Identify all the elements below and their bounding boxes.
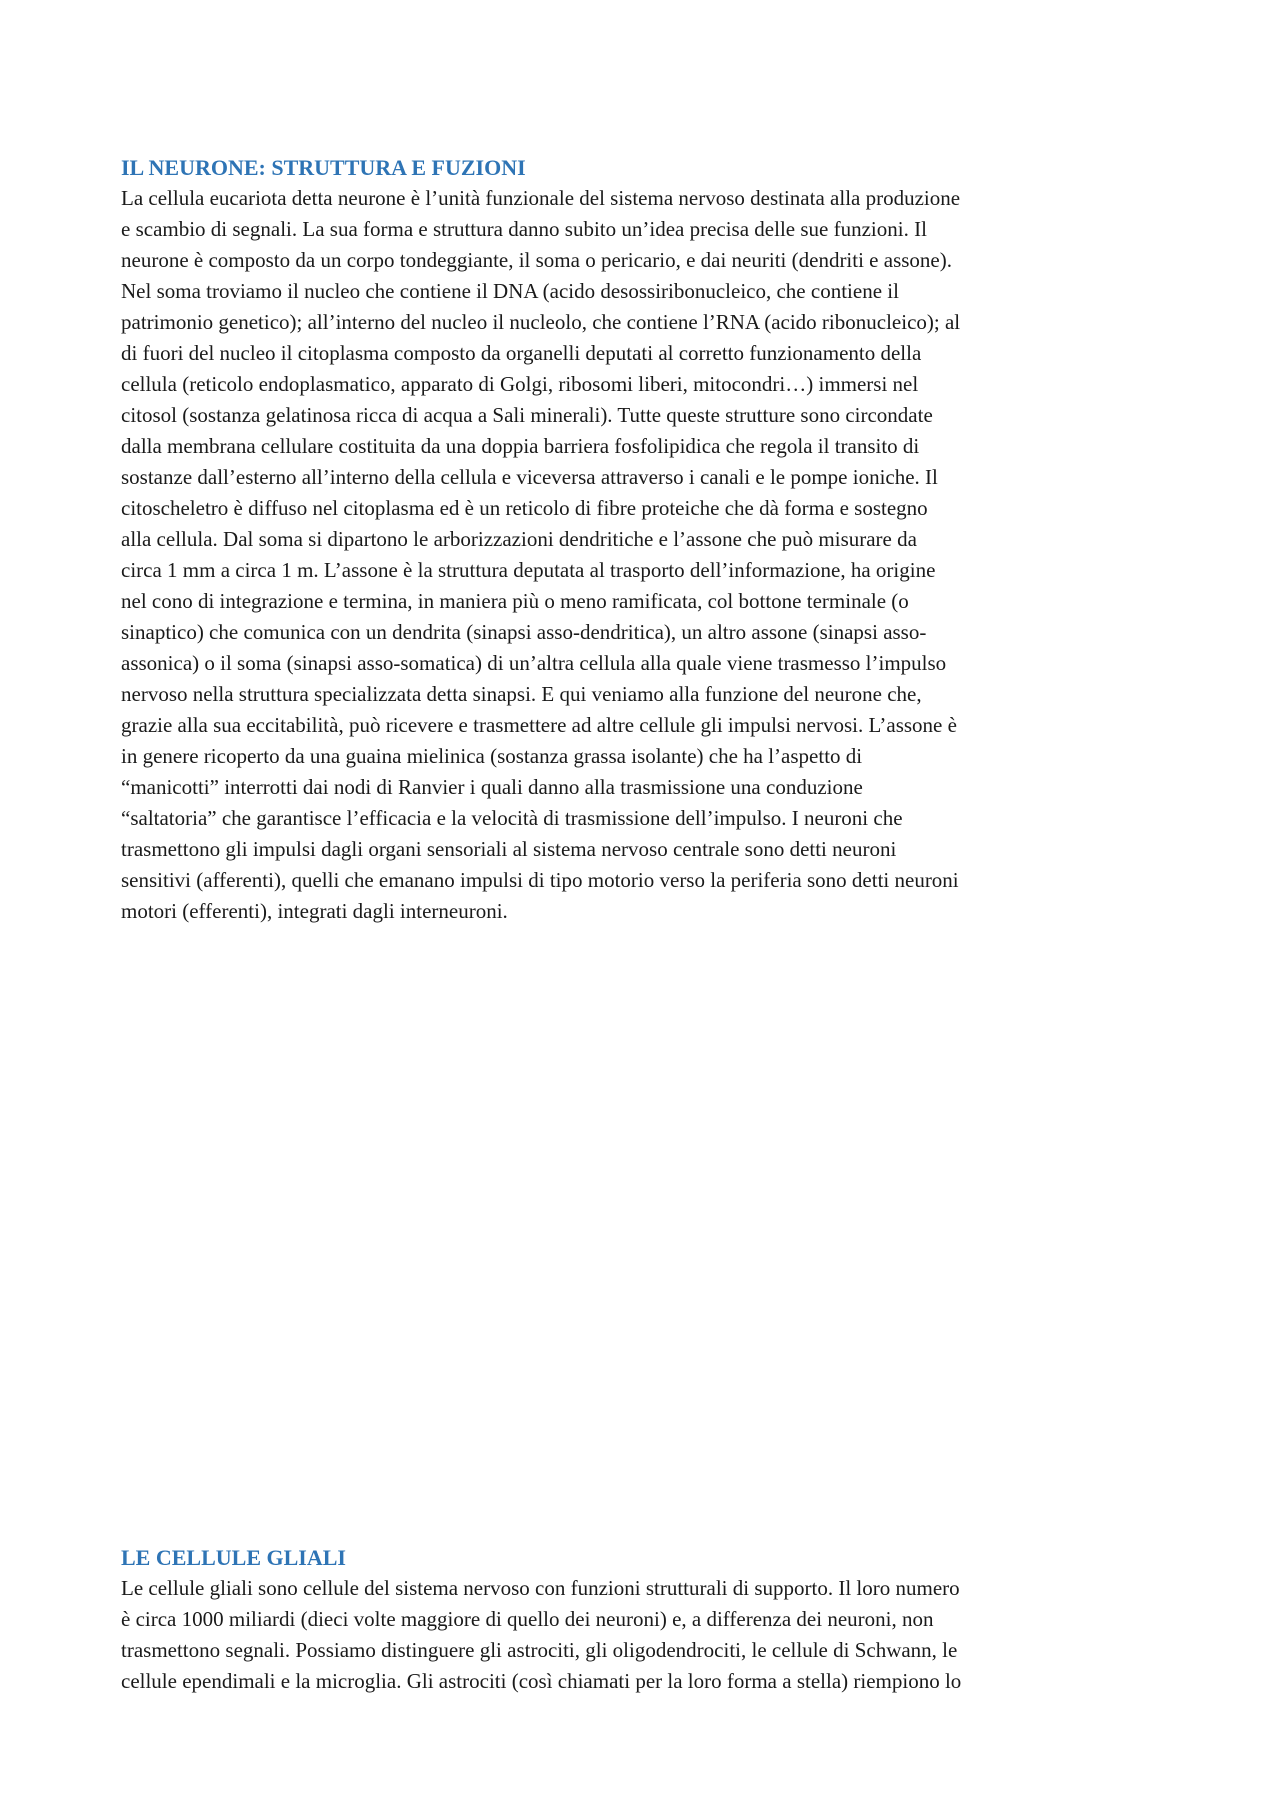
- section-heading: LE CELLULE GLIALI: [121, 1545, 346, 1570]
- text-line: e scambio di segnali. La sua forma e struttura danno subito un’idea precisa delle sue funzioni. Il: [121, 217, 927, 241]
- text-line: motori (efferenti), integrati dagli interneuroni.: [121, 899, 508, 923]
- section-neurone: [121, 152, 1161, 927]
- section-cellule-gliali: [121, 1542, 1161, 1697]
- section-body: [121, 183, 1161, 927]
- text-line: “saltatoria” che garantisce l’efficacia e la velocità di trasmissione dell’impulso. I neuroni che: [121, 806, 903, 830]
- text-line: nel cono di integrazione e termina, in maniera più o meno ramificata, col bottone terminale (o: [121, 589, 909, 613]
- text-line: Nel soma troviamo il nucleo che contiene il DNA (acido desossiribonucleico, che contiene il: [121, 279, 899, 303]
- section-body: [121, 1573, 1161, 1697]
- text-line: neurone è composto da un corpo tondeggiante, il soma o pericario, e dai neuriti (dendriti e assone).: [121, 248, 952, 272]
- text-line: Le cellule gliali sono cellule del sistema nervoso con funzioni strutturali di supporto. Il loro numero: [121, 1576, 960, 1600]
- text-line: citosol (sostanza gelatinosa ricca di acqua a Sali minerali). Tutte queste strutture sono circondate: [121, 403, 933, 427]
- text-line: è circa 1000 miliardi (dieci volte maggiore di quello dei neuroni) e, a differenza dei neuroni, non: [121, 1607, 934, 1631]
- text-line: assonica) o il soma (sinapsi asso-somatica) di un’altra cellula alla quale viene trasmesso l’impulso: [121, 651, 947, 675]
- text-line: “manicotti” interrotti dai nodi di Ranvier i quali danno alla trasmissione una conduzione: [121, 775, 863, 799]
- text-line: grazie alla sua eccitabilità, può ricevere e trasmettere ad altre cellule gli impulsi nervosi. L’assone è: [121, 713, 957, 737]
- text-line: patrimonio genetico); all’interno del nucleo il nucleolo, che contiene l’RNA (acido ribonucleico); al: [121, 310, 961, 334]
- text-line: sensitivi (afferenti), quelli che emanano impulsi di tipo motorio verso la periferia sono detti neuroni: [121, 868, 959, 892]
- text-line: trasmettono gli impulsi dagli organi sensoriali al sistema nervoso centrale sono detti neuroni: [121, 837, 897, 861]
- text-line: alla cellula. Dal soma si dipartono le arborizzazioni dendritiche e l’assone che può misurare da: [121, 527, 917, 551]
- text-line: cellula (reticolo endoplasmatico, apparato di Golgi, ribosomi liberi, mitocondri…) immersi nel: [121, 372, 919, 396]
- text-line: cellule ependimali e la microglia. Gli astrociti (così chiamati per la loro forma a stella) riempiono lo: [121, 1669, 962, 1693]
- text-line: trasmettono segnali. Possiamo distinguere gli astrociti, gli oligodendrociti, le cellule di Schwann, le: [121, 1638, 958, 1662]
- text-line: nervoso nella struttura specializzata detta sinapsi. E qui veniamo alla funzione del neurone che,: [121, 682, 922, 706]
- text-line: sostanze dall’esterno all’interno della cellula e viceversa attraverso i canali e le pompe ioniche. Il: [121, 465, 938, 489]
- text-line: La cellula eucariota detta neurone è l’unità funzionale del sistema nervoso destinata alla produzione: [121, 186, 961, 210]
- text-line: citoscheletro è diffuso nel citoplasma ed è un reticolo di fibre proteiche che dà forma e sostegno: [121, 496, 928, 520]
- text-line: dalla membrana cellulare costituita da una doppia barriera fosfolipidica che regola il transito di: [121, 434, 920, 458]
- section-heading: IL NEURONE: STRUTTURA E FUZIONI: [121, 155, 526, 180]
- text-line: sinaptico) che comunica con un dendrita (sinapsi asso-dendritica), un altro assone (sinapsi asso-: [121, 620, 927, 644]
- text-line: in genere ricoperto da una guaina mielinica (sostanza grassa isolante) che ha l’aspetto di: [121, 744, 863, 768]
- text-line: circa 1 mm a circa 1 m. L’assone è la struttura deputata al trasporto dell’informazione, ha origine: [121, 558, 936, 582]
- text-line: di fuori del nucleo il citoplasma composto da organelli deputati al corretto funzionamento della: [121, 341, 922, 365]
